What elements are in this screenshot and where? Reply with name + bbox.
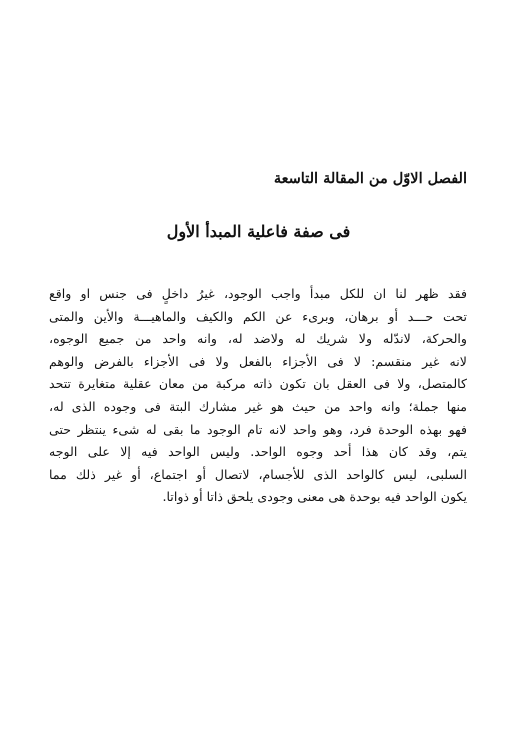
text-line: لانه غير منقسم: لا فى الأجزاء بالفعل ولا فى الأجزاء بالفرض والوهم <box>49 353 467 369</box>
text-line: كالمتصل، ولا فى العقل بان تكون ذاته مركبة من معان عقلية متغايرة تتحد <box>49 376 467 392</box>
body-paragraph <box>49 283 467 509</box>
text-line: يتم، وقد كان هذا أحد وجوه الواحد. وليس الواحد فيه إلا على الوجه <box>49 444 467 460</box>
text-line: يكون الواحد فيه بوحدة هى معنى وجودى يلحق ذاتا أو ذواتا. <box>162 489 467 505</box>
section-title: فى صفة فاعلية المبدأ الأول <box>166 222 351 241</box>
text-line: فهو بهذه الوحدة فرد، وهو واحد لانه تام الوجود ما بقى له شىء ينتظر حتى <box>49 421 467 437</box>
chapter-heading: الفصل الاوّل من المقالة التاسعة <box>273 170 467 187</box>
text-line: السلبى، ليس كالواحد الذى للأجسام، لاتصال أو اجتماع، أو غير ذلك مما <box>49 466 467 482</box>
text-line: تحت حـــد أو برهان، وبرىء عن الكم والكيف والماهيـــة والأين والمتى <box>49 308 467 324</box>
text-line: منها جملة؛ وانه واحد من حيث هو غير مشارك البتة فى وجوده الذى له، <box>49 398 467 414</box>
text-line: فقد ظهر لنا ان للكل مبدأ واجب الوجود، غيرُ داخلٍ فى جنس او واقع <box>49 286 467 301</box>
text-line: والحركة، لاندّله ولا شريك له ولاضد له، وانه واحد من جميع الوجوه، <box>49 331 467 347</box>
